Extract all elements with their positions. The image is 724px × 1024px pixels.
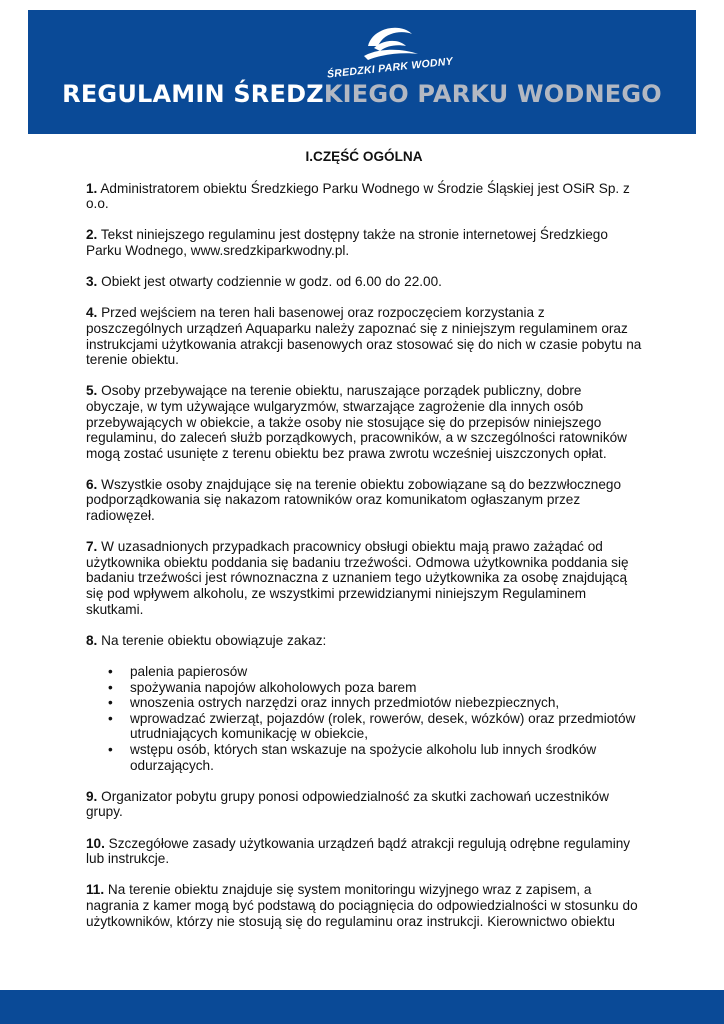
logo-text: ŚREDZKI PARK WODNY xyxy=(326,55,454,81)
paragraph-text: Wszystkie osoby znajdujące się na terenie obiektu zobowiązane są do bezzwłocznego podporządkowania się nakazom ratowników oraz komunikatom ogłaszanym przez radiowęzeł. xyxy=(86,476,622,524)
paragraph-text: W uzasadnionych przypadkach pracownicy obsługi obiektu mają prawo zażądać od użytkownika obiektu poddania się badaniu trzeźwości. Odmowa użytkownika poddania się badaniu trzeźwości jest równoznaczna z uznaniem tego użytkownika za osobę znajdującą się pod wpływem alkoholu, ze wszystkimi przewidzianymi niniejszym Regulaminem skutkami. xyxy=(86,539,629,617)
paragraph-2 xyxy=(86,227,642,258)
title-part-1: REGULAMIN ŚREDZ xyxy=(62,80,324,108)
paragraph-text: Osoby przebywające na terenie obiektu, naruszające porządek publiczny, dobre obyczaje, w tym używające wulgaryzmów, stwarzające zagrożenie dla innych osób przebywających w obiekcie, a także osoby nie stosujące się do przepisów niniejszego regulaminu, do zaleceń służb porządkowych, pracowników, a w szczególności ratowników mogą zostać usunięte z terenu obiektu bez prawa zwrotu wcześniej uiszczonych opłat. xyxy=(86,383,627,461)
paragraph-3 xyxy=(86,274,642,290)
footer-bar xyxy=(0,990,724,1024)
paragraph-text: Przed wejściem na teren hali basenowej oraz rozpoczęciem korzystania z poszczególnych urządzeń Aquaparku należy zapoznać się z niniejszym regulaminem oraz instrukcjami użytkowania atrakcji basenowych oraz stosować się do nich w czasie pobytu na terenie obiektu. xyxy=(86,305,642,368)
paragraph-number: 10. xyxy=(86,835,105,851)
paragraph-text: Obiekt jest otwarty codziennie w godz. od 6.00 do 22.00. xyxy=(97,274,442,290)
list-item: • spożywania napojów alkoholowych poza barem xyxy=(130,680,642,696)
paragraph-number: 7. xyxy=(86,539,98,555)
paragraph-number: 4. xyxy=(86,305,98,321)
list-item: • palenia papierosów xyxy=(130,664,642,680)
paragraph-4 xyxy=(86,305,642,367)
paragraph-text: Administratorem obiektu Średzkiego Parku Wodnego w Środzie Śląskiej jest OSiR Sp. z o.o. xyxy=(86,180,630,212)
paragraph-number: 11. xyxy=(86,882,105,898)
paragraph-6 xyxy=(86,477,642,524)
paragraph-number: 9. xyxy=(86,788,98,804)
paragraph-text: Na terenie obiektu obowiązuje zakaz: xyxy=(97,632,327,648)
paragraph-number: 3. xyxy=(86,274,98,290)
paragraph-8 xyxy=(86,633,642,649)
paragraph-11 xyxy=(86,882,642,929)
paragraph-text: Tekst niniejszego regulaminu jest dostępny także na stronie internetowej Średzkiego Parku Wodnego, www.sredzkiparkwodny.pl. xyxy=(86,227,608,258)
ban-list xyxy=(86,664,642,773)
page-title xyxy=(28,80,696,108)
paragraph-7 xyxy=(86,539,642,617)
list-item: • wstępu osób, których stan wskazuje na spożycie alkoholu lub innych środków odurzających. xyxy=(130,742,642,773)
paragraph-9 xyxy=(86,789,642,820)
section-heading: I.CZĘŚĆ OGÓLNA xyxy=(305,149,423,164)
paragraph-10 xyxy=(86,836,642,867)
paragraph-number: 2. xyxy=(86,227,98,243)
list-item: • wnoszenia ostrych narzędzi oraz innych przedmiotów niebezpiecznych, xyxy=(130,695,642,711)
header-banner xyxy=(28,10,696,134)
title-part-2: KIEGO PARKU WODNEGO xyxy=(323,80,662,108)
paragraph-number: 5. xyxy=(86,383,98,399)
paragraph-text: Szczegółowe zasady użytkowania urządzeń bądź atrakcji regulują odrębne regulaminy lub instrukcje. xyxy=(86,835,631,867)
list-item: • wprowadzać zwierząt, pojazdów (rolek, rowerów, desek, wózków) oraz przedmiotów utrudniających komunikację w obiekcie, xyxy=(130,711,642,742)
paragraph-text: Organizator pobytu grupy ponosi odpowiedzialność za skutki zachowań uczestników grupy. xyxy=(86,788,609,820)
paragraph-1 xyxy=(86,181,642,212)
paragraph-text: Na terenie obiektu znajduje się system monitoringu wizyjnego wraz z zapisem, a nagrania z kamer mogą być podstawą do pociągnięcia do odpowiedzialności w stosunku do użytkowników, którzy nie stosują się do regulaminu oraz instrukcji. Kierownictwo obiektu xyxy=(86,882,638,929)
paragraph-number: 6. xyxy=(86,476,98,492)
document-body xyxy=(86,140,642,945)
paragraph-5 xyxy=(86,383,642,461)
paragraph-number: 8. xyxy=(86,632,98,648)
paragraph-number: 1. xyxy=(86,180,98,196)
